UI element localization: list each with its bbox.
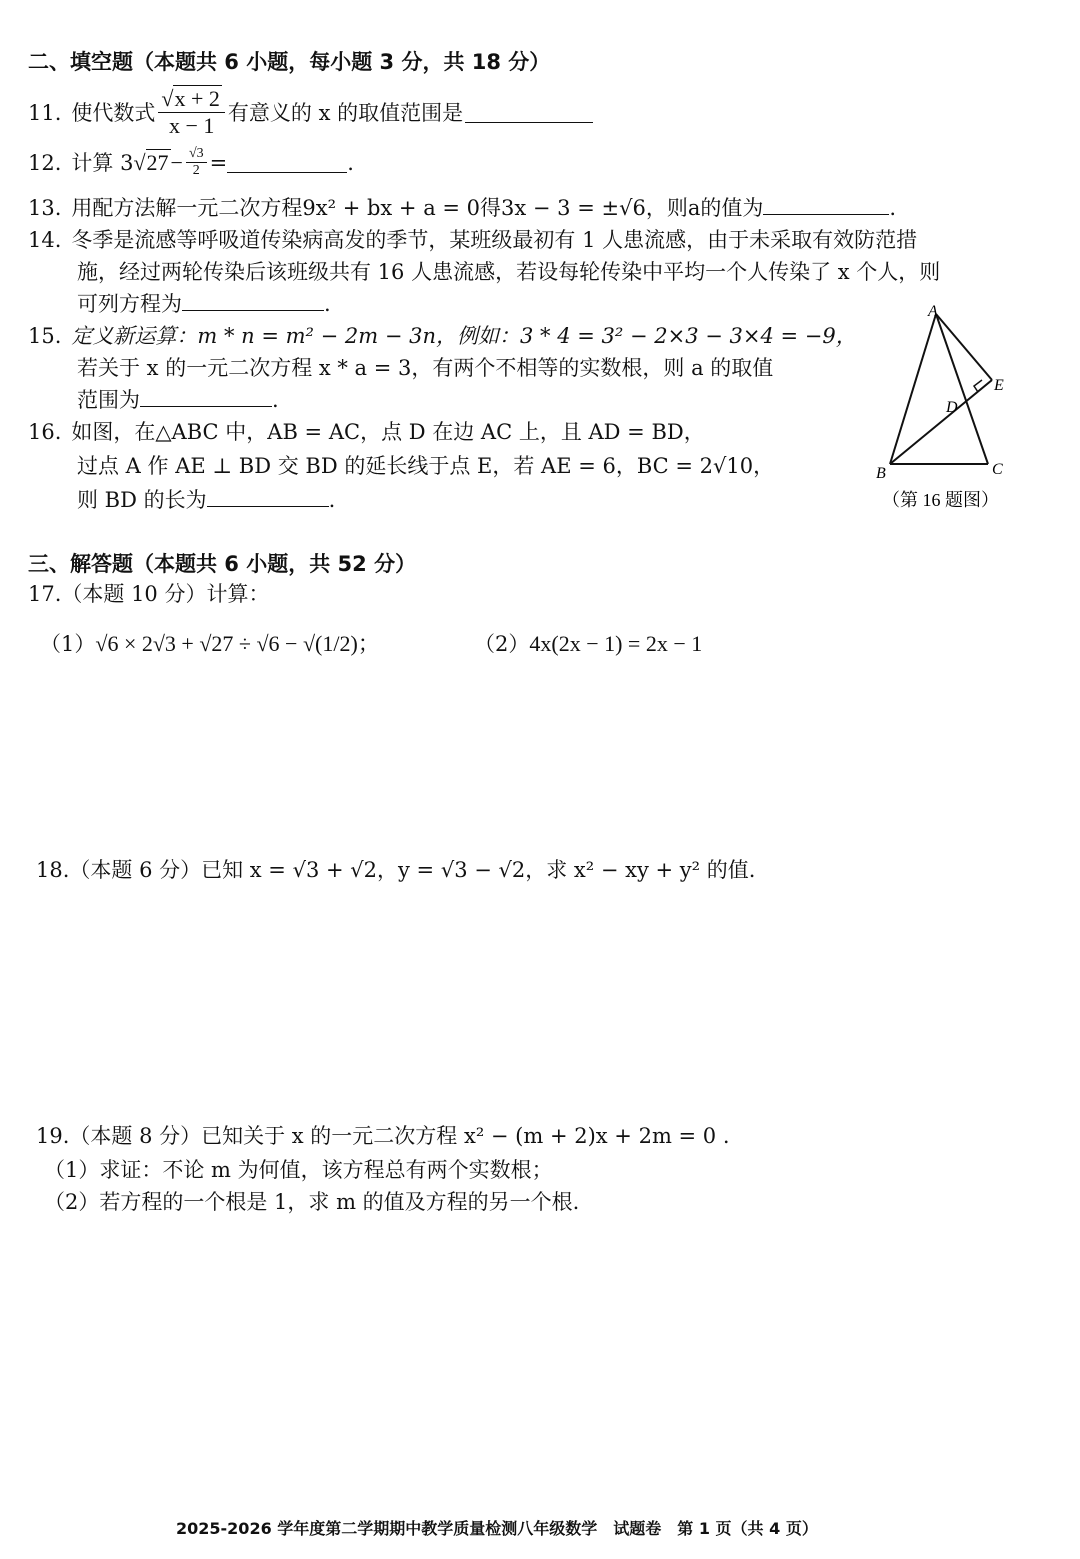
denominator: 2	[192, 163, 200, 178]
period: .	[347, 150, 354, 175]
triangle-figure	[864, 300, 1034, 520]
part-label: （1）	[40, 632, 96, 656]
question-11-suffix: 有意义的 x 的取值范围是	[227, 100, 464, 125]
denominator: x − 1	[168, 113, 215, 138]
answer-blank[interactable]	[465, 102, 593, 123]
section-3-heading: 三、解答题（本题共 6 小题，共 52 分）	[28, 552, 417, 576]
question-15-line-1: 定义新运算：m * n = m² − 2m − 3n，例如：3 * 4 = 3² − 2×3 − 3×4 = −9，	[71, 324, 857, 348]
label-a: A	[928, 303, 938, 320]
question-14-line-2: 施，经过两轮传染后该班级共有 16 人患流感，若设每轮传染中平均一个人传染了 x 个人，则	[77, 260, 941, 284]
question-14-line-1: 冬季是流感等呼吸道传染病高发的季节，某班级最初有 1 人患流感，由于未采取有效防范措	[71, 228, 918, 252]
segment-ab	[890, 314, 936, 464]
question-16	[28, 418, 774, 514]
figure-caption: （第 16 题图）	[882, 490, 999, 510]
question-19-title: 19.（本题 8 分）已知关于 x 的一元二次方程 x² − (m + 2)x + 2m = 0 .	[36, 1124, 730, 1148]
question-16-line-3: 则 BD 的长为	[77, 488, 207, 512]
part-label: （2）	[474, 632, 530, 656]
question-12-prefix: 计算 3	[71, 150, 134, 175]
minus-sign: −	[170, 149, 183, 175]
question-12: 12. 计算 3 √27 − $\frac{√3}{2}$ = .	[28, 146, 354, 178]
period: .	[889, 196, 897, 220]
label-c: C	[992, 461, 1003, 478]
answer-blank[interactable]	[207, 486, 329, 507]
answer-blank[interactable]	[227, 152, 347, 173]
question-15-line-2: 若关于 x 的一元二次方程 x * a = 3，有两个不相等的实数根，则 a 的取值	[77, 356, 774, 380]
question-13-text: 用配方法解一元二次方程9x² + bx + a = 0得3x − 3 = ±√6，则a的值为	[71, 196, 764, 220]
question-number: 15.	[28, 324, 62, 348]
section-2-heading: 二、填空题（本题共 6 小题，每小题 3 分，共 18 分）	[28, 50, 551, 74]
part-2-expression: 4x(2x − 1) = 2x − 1	[529, 631, 703, 656]
answer-blank[interactable]	[182, 290, 324, 311]
question-17-title: 17.（本题 10 分）计算：	[28, 582, 270, 606]
period: .	[324, 292, 331, 316]
label-b: B	[876, 465, 886, 482]
question-15	[28, 322, 857, 414]
question-14	[28, 226, 940, 318]
page-footer: 2025-2026 学年度第二学期期中教学质量检测八年级数学 试题卷 第 1 页（共 4 页）	[176, 1519, 818, 1538]
question-15-line-3: 范围为	[77, 388, 140, 412]
question-number: 13.	[28, 196, 62, 220]
segment-ae	[936, 314, 992, 380]
answer-blank[interactable]	[763, 194, 889, 215]
question-11	[28, 86, 593, 139]
question-17-part-2	[474, 630, 702, 658]
question-13	[28, 194, 896, 222]
period: .	[328, 488, 336, 512]
label-d: D	[946, 399, 958, 416]
question-16-line-2: 过点 A 作 AE ⊥ BD 交 BD 的延长线于点 E，若 AE = 6，BC = 2√10，	[77, 454, 775, 478]
numerator: √3	[186, 146, 207, 163]
question-number: 12.	[28, 150, 62, 175]
answer-blank[interactable]	[140, 386, 272, 407]
radicand: x + 2	[174, 86, 220, 111]
question-11-prefix: 使代数式	[71, 100, 156, 125]
question-number: 14.	[28, 228, 62, 252]
period: .	[272, 388, 279, 412]
radicand: 27	[146, 149, 169, 175]
question-19-part-2: （2）若方程的一个根是 1，求 m 的值及方程的另一个根.	[44, 1190, 580, 1214]
fraction	[186, 146, 207, 179]
question-19-part-1: （1）求证：不论 m 为何值，该方程总有两个实数根；	[44, 1158, 553, 1182]
question-number: 16.	[28, 420, 62, 444]
question-17-part-1	[40, 630, 380, 658]
label-e: E	[994, 377, 1004, 394]
question-18: 18.（本题 6 分）已知 x = √3 + √2，y = √3 − √2，求 x² − xy + y² 的值.	[36, 858, 756, 882]
equals-sign: =	[209, 150, 228, 175]
question-14-line-3: 可列方程为	[77, 292, 182, 316]
fraction: $\frac{√x + 2}{x - 1}$	[158, 86, 225, 139]
part-1-expression: √6 × 2√3 + √27 ÷ √6 − √(1/2)；	[95, 631, 380, 656]
question-number: 11.	[28, 100, 62, 125]
question-16-line-1: 如图，在△ABC 中，AB = AC，点 D 在边 AC 上，且 AD = BD，	[71, 420, 705, 444]
segment-be	[890, 380, 992, 464]
